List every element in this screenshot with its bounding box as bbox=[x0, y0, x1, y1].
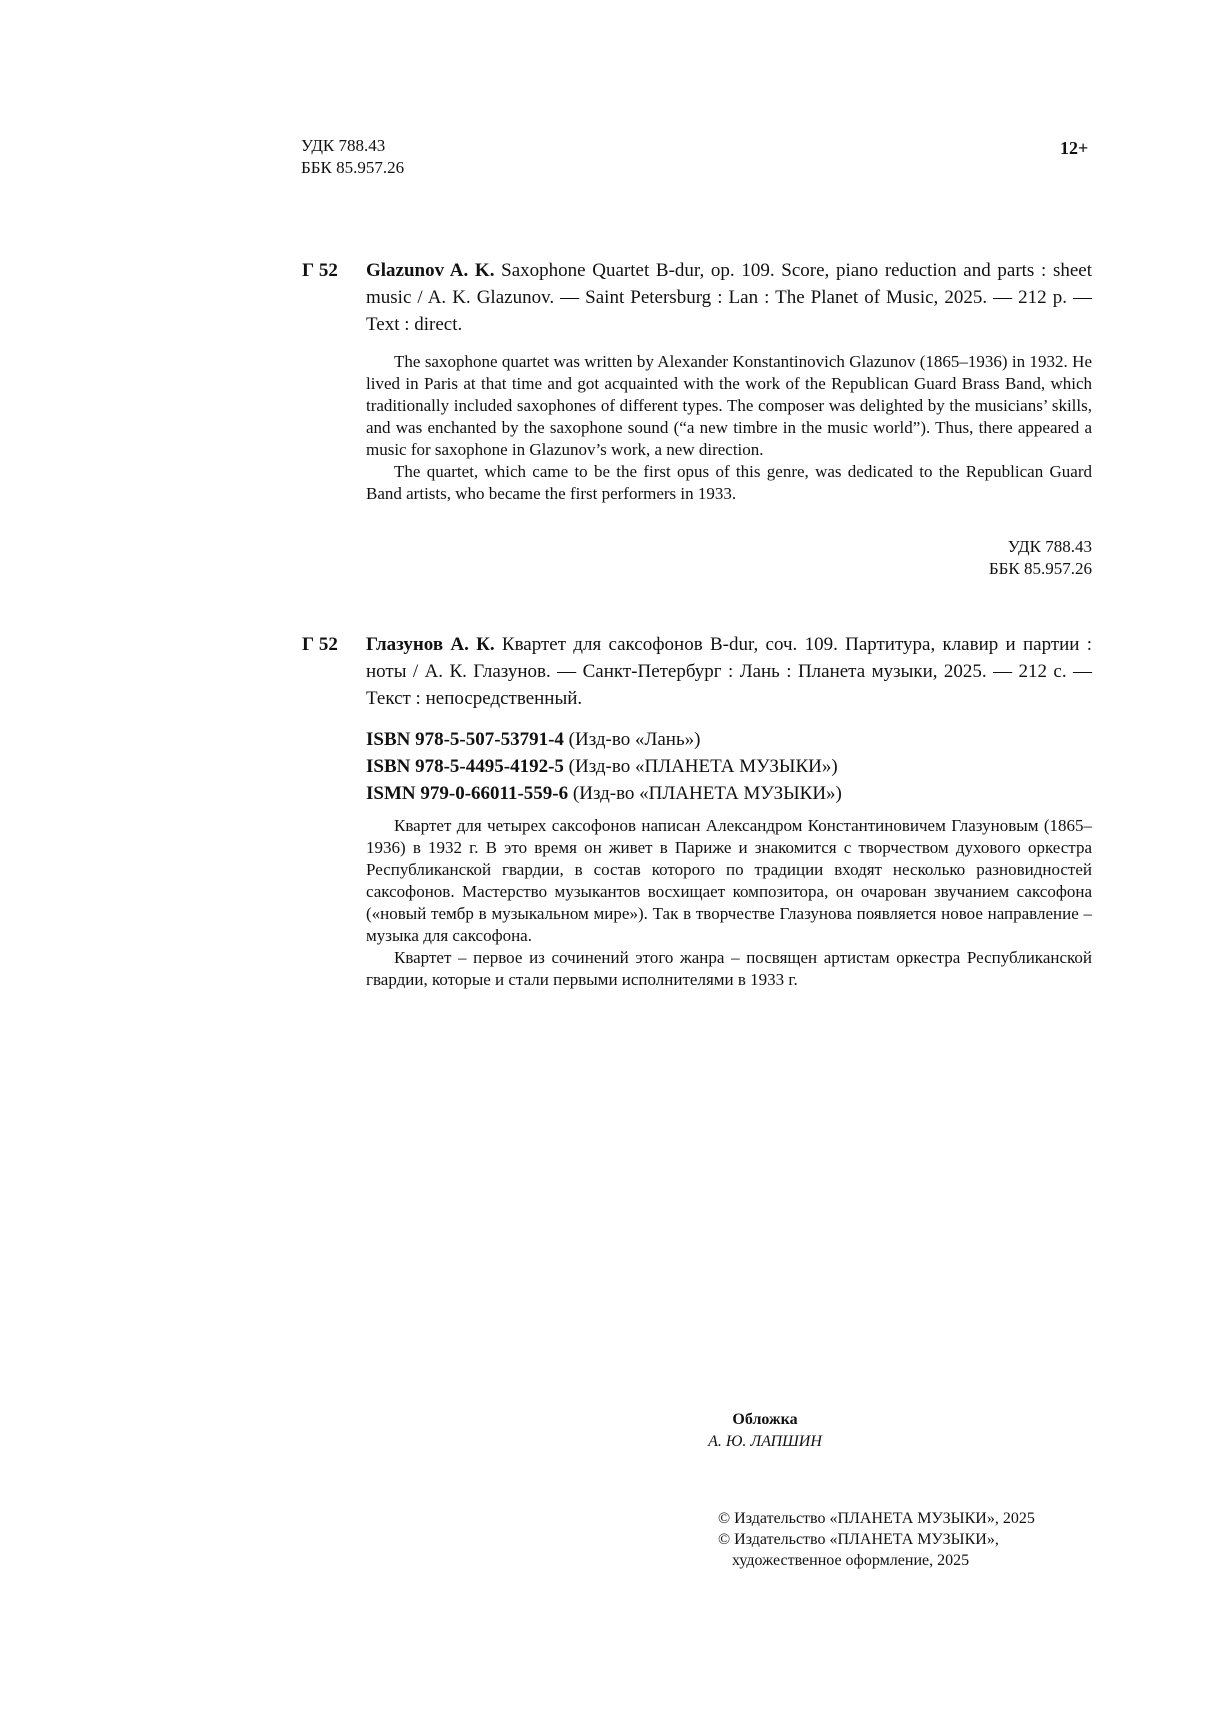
cover-designer: А. Ю. ЛАПШИН bbox=[708, 1433, 822, 1450]
russian-author: Глазунов А. К. bbox=[366, 634, 495, 655]
russian-annotation-paragraph: Квартет – первое из сочинений этого жанра – посвящен артистам оркестра Республиканской гвардии, которые и стали первыми исполнителями в 1933 г. bbox=[366, 948, 1092, 989]
english-author: Glazunov A. K. bbox=[366, 260, 495, 281]
author-mark: Г 52 bbox=[302, 260, 338, 281]
identifier-number: ISMN 979-0-66011-559-6 bbox=[366, 783, 569, 804]
udk-code: УДК 788.43 bbox=[301, 136, 386, 155]
english-citation bbox=[366, 257, 1092, 338]
copyright-line: художественное оформление, 2025 bbox=[732, 1552, 970, 1569]
copyright-line: © Издательство «ПЛАНЕТА МУЗЫКИ», 2025 bbox=[718, 1510, 1035, 1527]
english-annotation-paragraph: The saxophone quartet was written by Alexander Konstantinovich Glazunov (1865–1936) in 1932. He lived in Paris at that time and got acquainted with the work of the Republican Guard Brass Band, which traditionally included saxophones of different types. The composer was delighted by the musicians’ skills, and was enchanted by the saxophone sound (“a new timbre in the music world”). Thus, there appeared a music for saxophone in Glazunov’s work, a new direction. bbox=[366, 352, 1092, 459]
identifier-number: ISBN 978-5-4495-4192-5 bbox=[366, 756, 564, 777]
russian-catalog-entry bbox=[302, 631, 1092, 712]
bbk-code: ББК 85.957.26 bbox=[988, 559, 1092, 578]
identifier-publisher: (Изд-во «ПЛАНЕТА МУЗЫКИ») bbox=[568, 756, 838, 777]
identifier-list bbox=[366, 726, 842, 807]
identifier-row bbox=[366, 753, 842, 780]
russian-citation bbox=[366, 631, 1092, 712]
identifier-row bbox=[366, 726, 842, 753]
cover-credit bbox=[660, 1409, 870, 1453]
cover-label: Обложка bbox=[732, 1411, 798, 1428]
author-mark: Г 52 bbox=[302, 634, 338, 655]
english-classification bbox=[900, 536, 1092, 580]
english-annotation bbox=[366, 351, 1092, 505]
identifier-publisher: (Изд-во «ПЛАНЕТА МУЗЫКИ») bbox=[572, 783, 842, 804]
copyright-line: © Издательство «ПЛАНЕТА МУЗЫКИ», bbox=[718, 1531, 999, 1548]
english-annotation-paragraph: The quartet, which came to be the first opus of this genre, was dedicated to the Republican Guard Band artists, who became the first performers in 1933. bbox=[366, 462, 1092, 503]
russian-annotation-paragraph: Квартет для четырех саксофонов написан Александром Константиновичем Глазуновым (1865–1936) в 1932 г. В это время он живет в Париже и знакомится с творчеством духового оркестра Республиканской гвардии, в состав которого по традиции входят несколько разновидностей саксофонов. Мастерство музыкантов восхищает композитора, он очарован звучанием саксофона («новый тембр в музыкальном мире»). Так в творчестве Глазунова появляется новое направление – музыка для саксофона. bbox=[366, 816, 1092, 945]
identifier-row bbox=[366, 780, 842, 807]
copyright-block bbox=[718, 1508, 1035, 1571]
english-catalog-entry bbox=[302, 257, 1092, 338]
russian-citation-body: Квартет для саксофонов B-dur, соч. 109. Партитура, клавир и партии : ноты / А. К. Глазунов. — Санкт-Петербург : Лань : Планета музыки, 2025. — 212 с. — Текст : непосредственный. bbox=[366, 634, 1093, 709]
identifier-number: ISBN 978-5-507-53791-4 bbox=[366, 729, 564, 750]
udk-code: УДК 788.43 bbox=[1007, 537, 1092, 556]
classification-header bbox=[301, 135, 404, 179]
english-citation-body: Saxophone Quartet B-dur, op. 109. Score, piano reduction and parts : sheet music / A. K. Glazunov. — Saint Petersburg : Lan : The Planet of Music, 2025. — 212 p. — Text : direct. bbox=[366, 260, 1093, 335]
bbk-code: ББК 85.957.26 bbox=[301, 158, 405, 177]
russian-annotation bbox=[366, 815, 1092, 991]
identifier-publisher: (Изд-во «Лань») bbox=[568, 729, 701, 750]
age-rating: 12+ bbox=[1060, 138, 1089, 158]
